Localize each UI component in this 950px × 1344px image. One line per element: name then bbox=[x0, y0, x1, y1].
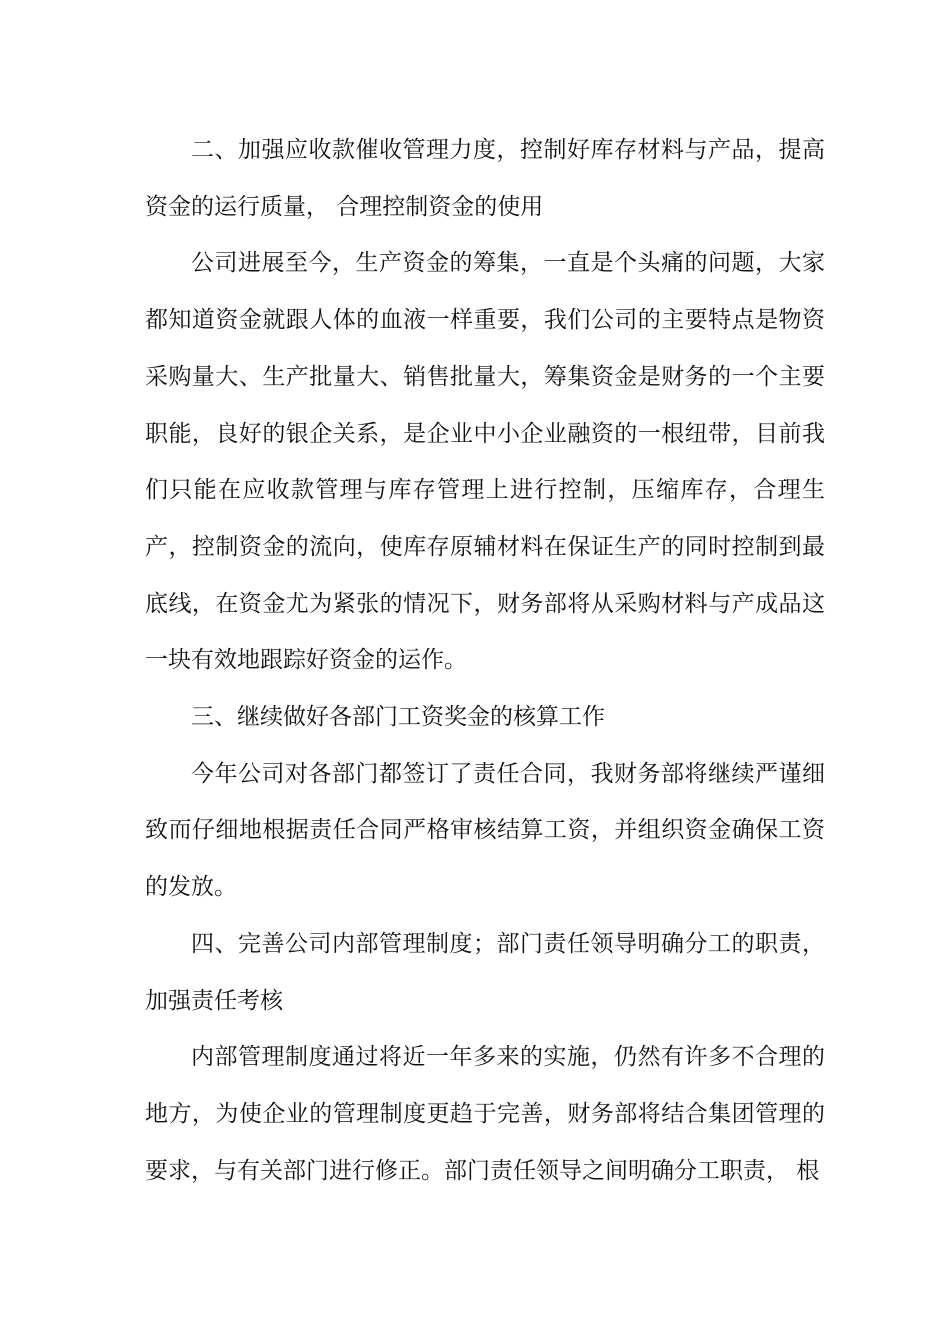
section-four-heading: 四、完善公司内部管理制度；部门责任领导明确分工的职责，加强责任考核 bbox=[145, 930, 825, 1014]
document-body bbox=[145, 122, 825, 1199]
body-paragraph: 内部管理制度通过将近一年多来的实施，仍然有许多不合理的地方，为使企业的管理制度更趋于完善，财务部将结合集团管理的要求，与有关部门进行修正。部门责任领导之间明确分工职责， 根 bbox=[145, 1044, 825, 1184]
section-two-heading: 二、加强应收款催收管理力度，控制好库存材料与产品，提高资金的运行质量， 合理控制资金的使用 bbox=[145, 137, 825, 220]
body-paragraph: 公司进展至今，生产资金的筹集，一直是个头痛的问题，大家都知道资金就跟人体的血液一样重要，我们公司的主要特点是物资采购量大、生产批量大、销售批量大，筹集资金是财务的一个主要职能，良好的银企关系，是企业中小企业融资的一根纽带，目前我们只能在应收款管理与库存管理上进行控制，压缩库存，合理生产，控制资金的流向，使库存原辅材料在保证生产的同时控制到最底线，在资金尤为紧张的情况下，财务部将从采购材料与产成品这一块有效地跟踪好资金的运作。 bbox=[145, 250, 825, 674]
section-three-heading: 三、继续做好各部门工资奖金的核算工作 bbox=[191, 704, 605, 731]
body-paragraph: 今年公司对各部门都签订了责任合同，我财务部将继续严谨细致而仔细地根据责任合同严格审核结算工资，并组织资金确保工资的发放。 bbox=[145, 760, 825, 901]
